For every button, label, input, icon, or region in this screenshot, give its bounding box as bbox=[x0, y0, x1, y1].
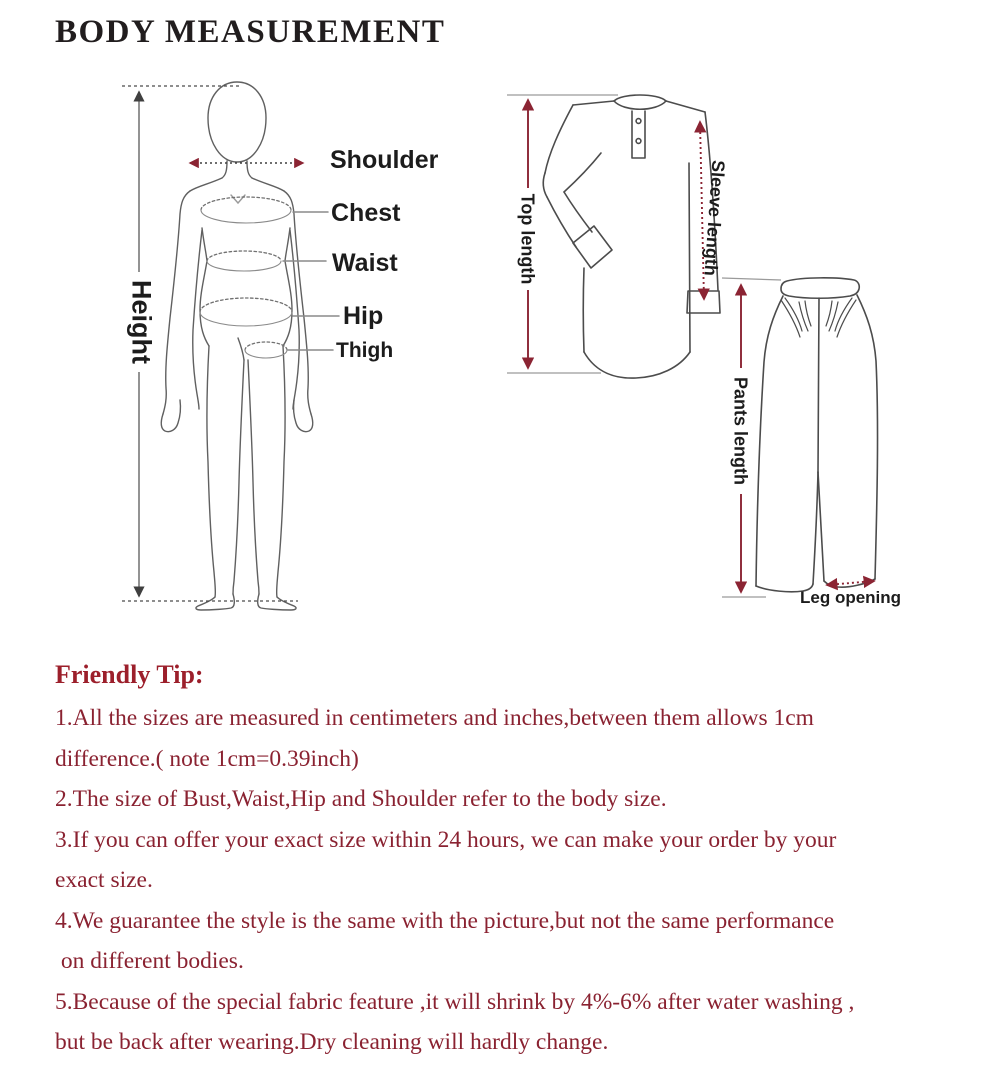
tip-1-line-1: 1.All the sizes are measured in centimeters and inches,between them allows 1cm bbox=[55, 705, 814, 731]
top-length-label: Top length bbox=[517, 193, 538, 285]
page-title: BODY MEASUREMENT bbox=[55, 14, 446, 50]
friendly-tip-section bbox=[55, 660, 990, 1063]
shirt-figure bbox=[543, 95, 720, 378]
body-measure-ellipses-top bbox=[200, 197, 292, 350]
label-leader-lines bbox=[283, 212, 339, 350]
leg-opening-label: Leg opening bbox=[800, 588, 902, 607]
chest-label: Chest bbox=[331, 199, 401, 227]
tip-1-line-2: difference.( note 1cm=0.39inch) bbox=[55, 745, 359, 772]
tip-4-line-1: 4.We guarantee the style is the same with the picture,but not the same performance bbox=[55, 907, 835, 934]
body-measure-ellipses-bottom bbox=[200, 210, 292, 358]
hip-label: Hip bbox=[343, 302, 384, 330]
sleeve-length-label: Sleeve length bbox=[700, 159, 729, 277]
tip-4-line-2: on different bodies. bbox=[55, 948, 244, 974]
body-figure bbox=[161, 82, 339, 610]
tip-2-line-1: 2.The size of Bust,Waist,Hip and Shoulder refer to the body size. bbox=[55, 786, 667, 812]
tip-5-line-1: 5.Because of the special fabric feature ,it will shrink by 4%-6% after water washing , bbox=[55, 988, 855, 1015]
height-label: Height bbox=[126, 280, 157, 364]
shoulder-label: Shoulder bbox=[330, 146, 439, 174]
tip-3-line-2: exact size. bbox=[55, 867, 153, 893]
pants-figure bbox=[756, 278, 878, 592]
thigh-label: Thigh bbox=[336, 339, 394, 362]
tip-3-line-1: 3.If you can offer your exact size within 24 hours, we can make your order by your bbox=[55, 826, 837, 853]
friendly-tip-heading: Friendly Tip: bbox=[55, 660, 204, 689]
pants-length-label: Pants length bbox=[730, 376, 751, 486]
waist-label: Waist bbox=[332, 249, 398, 277]
tip-5-line-2: but be back after wearing.Dry cleaning will hardly change. bbox=[55, 1029, 609, 1055]
